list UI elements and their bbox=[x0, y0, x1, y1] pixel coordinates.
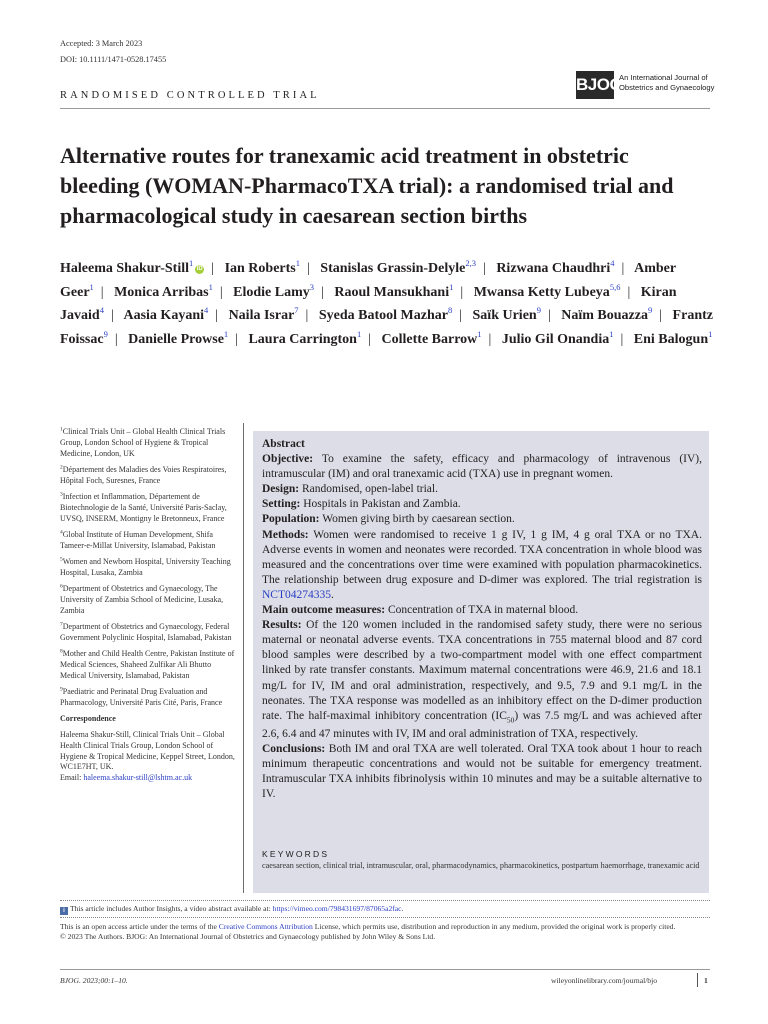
author-affiliation-ref: 1 bbox=[89, 281, 94, 292]
video-abstract-link[interactable]: https://vimeo.com/798431697/87065a2fac bbox=[272, 904, 402, 913]
orcid-icon[interactable]: iD bbox=[196, 266, 203, 272]
author-affiliation-ref: 1 bbox=[356, 328, 362, 339]
author-separator: | bbox=[459, 308, 463, 323]
conclusions-label: Conclusions: bbox=[262, 743, 326, 756]
author-separator: | bbox=[627, 284, 631, 300]
correspondence-heading: Correspondence bbox=[60, 713, 116, 723]
author-affiliation-ref: 1 bbox=[295, 258, 300, 268]
affiliation-item bbox=[60, 687, 236, 709]
results-subscript: 50 bbox=[506, 714, 515, 724]
affiliation-item bbox=[60, 622, 236, 644]
author-name[interactable]: Naila Israr bbox=[228, 308, 295, 323]
copyright-text: © 2023 The Authors. BJOG: An International Journal of Obstetrics and Gynaecology published by John Wiley & Sons Ltd. bbox=[60, 932, 436, 942]
journal-logo-mark: BJOG bbox=[576, 71, 614, 99]
author-separator: | bbox=[219, 284, 223, 300]
author-name[interactable]: Rizwana Chaudhri bbox=[496, 261, 611, 276]
footer-citation: BJOG. 2023;00:1–10. bbox=[60, 976, 128, 985]
author-affiliation-ref: 8 bbox=[447, 305, 453, 315]
results-label: Results: bbox=[262, 619, 302, 632]
license-text-b: License, which permits use, distribution and reproduction in any medium, provided the original work is properly cited. bbox=[312, 922, 676, 931]
keywords-heading: KEYWORDS bbox=[262, 849, 330, 859]
author-name[interactable]: Naïm Bouazza bbox=[561, 308, 648, 323]
affiliations bbox=[60, 427, 236, 784]
author-name[interactable]: Syeda Batool Mazhar bbox=[318, 308, 448, 323]
author-affiliation-ref: 5,6 bbox=[609, 281, 621, 292]
author-name[interactable]: Kiran Javaid bbox=[60, 284, 677, 323]
author-separator: | bbox=[306, 261, 310, 276]
author-name[interactable]: Frantz Foissac bbox=[60, 308, 713, 347]
affiliation-number: 7 bbox=[60, 621, 63, 628]
affiliation-item bbox=[60, 530, 236, 552]
author-separator: | bbox=[321, 284, 324, 300]
author-name[interactable]: Ian Roberts bbox=[224, 261, 296, 276]
author-name[interactable]: Mwansa Ketty Lubeya bbox=[473, 284, 610, 300]
design-label: Design: bbox=[262, 483, 300, 496]
methods-end: . bbox=[331, 588, 334, 601]
article-type-label: RANDOMISED CONTROLLED TRIAL bbox=[60, 90, 320, 101]
keywords-text: caesarean section, clinical trial, intramuscular, oral, pharmacodynamics, pharmacokinetics, postpartum haemorrhage, tranexamic acid bbox=[262, 861, 700, 870]
author-affiliation-ref: 2,3 bbox=[465, 258, 476, 268]
affiliation-number: 4 bbox=[60, 529, 63, 536]
author-separator: | bbox=[368, 331, 372, 347]
email-label: Email: bbox=[60, 773, 84, 783]
affiliation-item bbox=[60, 465, 236, 487]
author-list bbox=[60, 257, 720, 351]
author-affiliation-ref: 1 bbox=[208, 281, 213, 292]
affiliation-item bbox=[60, 492, 236, 525]
license-note bbox=[60, 922, 710, 943]
author-separator: | bbox=[460, 284, 464, 300]
author-affiliation-ref: 4 bbox=[99, 305, 104, 315]
author-affiliation-ref: 4 bbox=[204, 305, 209, 315]
author-affiliation-ref: 7 bbox=[294, 305, 299, 315]
setting-label: Setting: bbox=[262, 498, 301, 511]
footer-journal-url[interactable]: wileyonlinelibrary.com/journal/bjo bbox=[551, 976, 658, 985]
affiliation-number: 9 bbox=[60, 685, 63, 692]
abstract bbox=[262, 437, 702, 803]
author-name[interactable]: Elodie Lamy bbox=[233, 284, 310, 300]
affiliation-text: Global Institute of Human Development, Shifa Tameer-e-Millat University, Islamabad, Pakistan bbox=[60, 529, 216, 550]
license-text-a: This is an open access article under the terms of the bbox=[60, 922, 219, 931]
author-separator: | bbox=[100, 284, 104, 300]
author-name[interactable]: Amber Geer bbox=[60, 261, 676, 300]
author-separator: | bbox=[114, 331, 118, 347]
column-divider bbox=[243, 423, 244, 893]
insights-end: . bbox=[401, 904, 404, 913]
affiliation-item bbox=[60, 427, 236, 460]
affiliation-text: Mother and Child Health Centre, Pakistan Institute of Medical Sciences, Shaheed Zulfikar Ali Bhutto Medical University, Islamabad, Pakistan bbox=[60, 648, 235, 680]
author-separator: | bbox=[211, 261, 215, 276]
population-text: Women giving birth by caesarean section. bbox=[322, 513, 515, 526]
author-affiliation-ref: 9 bbox=[536, 305, 541, 315]
author-insights-note bbox=[60, 904, 403, 915]
objective-text: To examine the safety, efficacy and pharmacology of intravenous (IV), intramuscular (IM) and oral tranexamic acid (TXA) use in pregnant women. bbox=[262, 453, 703, 481]
objective-label: Objective: bbox=[262, 453, 314, 466]
abstract-heading: Abstract bbox=[262, 438, 305, 450]
affiliation-text: Department of Obstetrics and Gynaecology, The University of Zambia School of Medicine, Lusaka, Zambia bbox=[60, 583, 224, 615]
notes-divider-bottom bbox=[60, 917, 710, 918]
author-name[interactable]: Stanislas Grassin-Delyle bbox=[320, 261, 466, 276]
footer-separator bbox=[697, 973, 698, 987]
author-affiliation-ref: 1 bbox=[449, 281, 454, 292]
author-separator: | bbox=[659, 308, 663, 323]
results-text-a: Of the 120 women included in the randomised safety study, there were no serious maternal or neonatal adverse events. TXA concentrations in 755 maternal blood and 87 cord blood samples were described by a two-compartment model with one effect compartment linked by rate transfer constants. Maximum maternal concentrations were 46.9, 21.6 and 18.1 mg/L for IV, IM and oral administration, respectively, and 9.5, 7.9 and 9.1 mg/L in the neonates. The TXA response was modelled as an inhibitory effect on the D-dimer production rate. The half-maximal inhibitory concentration (IC bbox=[262, 619, 702, 722]
author-separator: | bbox=[547, 308, 551, 323]
author-affiliation-ref: 9 bbox=[103, 328, 108, 339]
article-title: Alternative routes for tranexamic acid treatment in obstetric bleeding (WOMAN-PharmacoTXA trial): a randomised trial and pharmacological study in caesarean section births bbox=[60, 143, 674, 228]
author-name[interactable]: Aasia Kayani bbox=[123, 308, 204, 323]
author-affiliation-ref: 1 bbox=[477, 328, 482, 339]
author-separator: | bbox=[235, 331, 238, 347]
author-affiliation-ref: 1 bbox=[223, 328, 229, 339]
affiliation-text: Paediatric and Perinatal Drug Evaluation and Pharmacology, Université Paris Cité, Paris, France bbox=[60, 686, 223, 707]
affiliation-item bbox=[60, 557, 236, 579]
page-number: 1 bbox=[704, 976, 708, 985]
author-name[interactable]: Julio Gil Onandia bbox=[501, 331, 610, 347]
methods-label: Methods: bbox=[262, 528, 309, 541]
author-separator: | bbox=[110, 308, 114, 323]
journal-logo[interactable] bbox=[576, 71, 716, 99]
methods-text: Women were randomised to receive 1 g IV, 1 g IM, 4 g oral TXA or no TXA. Adverse events in women and neonates were recorded. TXA concentration in whole blood was measured and the concentrations over time were examined with population pharmacokinetics. The relationship between drug exposure and D-dimer was explored. The trial registration is bbox=[262, 528, 702, 586]
author-name[interactable]: Haleema Shakur-Still bbox=[60, 261, 189, 276]
setting-text: Hospitals in Pakistan and Zambia. bbox=[303, 498, 461, 511]
author-affiliation-ref: 1 bbox=[189, 258, 194, 268]
author-separator: | bbox=[620, 331, 624, 347]
insights-text: This article includes Author Insights, a video abstract available at: bbox=[70, 904, 273, 913]
author-affiliation-ref: 1 bbox=[609, 328, 614, 339]
creative-commons-link[interactable]: Creative Commons Attribution bbox=[218, 922, 313, 931]
footer-divider bbox=[60, 969, 710, 970]
author-name[interactable]: Raoul Mansukhani bbox=[334, 284, 450, 300]
accepted-date: Accepted: 3 March 2023 bbox=[60, 39, 143, 48]
author-name[interactable]: Saïk Urien bbox=[472, 308, 537, 323]
affiliation-number: 2 bbox=[60, 464, 63, 471]
author-name[interactable]: Collette Barrow bbox=[381, 331, 478, 347]
results-text-b: ) was 7.5 mg/L and was achieved after 2.6, 6.4 and 47 minutes with IV, IM and oral administration of TXA, respectively. bbox=[262, 709, 702, 741]
correspondence-text: Haleema Shakur-Still, Clinical Trials Unit – Global Health Clinical Trials Group, London School of Hygiene & Tropical Medicine, Keppel Street, London, WC1E7HT, UK. bbox=[60, 729, 235, 772]
header-divider bbox=[60, 108, 710, 109]
affiliation-text: Infection et Inflammation, Département de Biotechnologie de la Santé, Université Paris-Saclay, UVSQ, INSERM, Montigny le Bretonneux, France bbox=[60, 491, 227, 523]
outcome-label: Main outcome measures: bbox=[262, 604, 386, 617]
affiliation-number: 1 bbox=[60, 426, 63, 433]
author-separator: | bbox=[488, 331, 492, 347]
author-name[interactable]: Eni Balogun bbox=[633, 331, 709, 347]
outcome-text: Concentration of TXA in maternal blood. bbox=[387, 604, 579, 617]
author-affiliation-ref: 3 bbox=[309, 281, 315, 292]
trial-registration-link[interactable]: NCT04274335 bbox=[262, 588, 331, 601]
population-label: Population: bbox=[262, 513, 320, 526]
author-separator: | bbox=[305, 308, 309, 323]
journal-logo-subtitle: An International Journal of Obstetrics and Gynaecology bbox=[619, 73, 715, 92]
design-text: Randomised, open-label trial. bbox=[301, 483, 438, 496]
affiliation-text: Département des Maladies des Voies Respiratoires, Hôpital Foch, Suresnes, France bbox=[60, 464, 227, 485]
info-icon: i bbox=[60, 907, 68, 915]
affiliation-number: 5 bbox=[60, 556, 63, 563]
correspondence-email-link[interactable]: haleema.shakur-still@lshtm.ac.uk bbox=[83, 773, 193, 783]
notes-divider-top bbox=[60, 900, 710, 901]
affiliation-text: Department of Obstetrics and Gynaecology, Federal Government Polyclinic Hospital, Islamabad, Pakistan bbox=[60, 621, 232, 642]
author-affiliation-ref: 4 bbox=[610, 258, 615, 268]
author-affiliation-ref: 9 bbox=[647, 305, 653, 315]
author-separator: | bbox=[621, 261, 625, 276]
affiliation-item bbox=[60, 649, 236, 682]
affiliation-text: Clinical Trials Unit – Global Health Clinical Trials Group, London School of Hygiene & Tropical Medicine, London, UK bbox=[60, 427, 226, 458]
author-affiliation-ref: 1 bbox=[708, 328, 713, 339]
author-separator: | bbox=[215, 308, 219, 323]
author-name[interactable]: Danielle Prowse bbox=[128, 331, 224, 347]
affiliation-number: 6 bbox=[60, 583, 63, 590]
affiliation-number: 3 bbox=[60, 491, 63, 498]
doi: DOI: 10.1111/1471-0528.17455 bbox=[60, 55, 167, 64]
author-name[interactable]: Laura Carrington bbox=[248, 331, 357, 347]
conclusions-text: Both IM and oral TXA are well tolerated. Oral TXA took about 1 hour to reach minimum therapeutic concentrations and would not be suitable for emergency treatment. Intramuscular TXA inhibits fibrinolysis within 10 minutes and may be a suitable alternative to IV. bbox=[262, 743, 702, 801]
author-name[interactable]: Monica Arribas bbox=[114, 284, 209, 300]
affiliation-item bbox=[60, 584, 236, 617]
author-separator: | bbox=[483, 261, 486, 276]
affiliation-number: 8 bbox=[60, 648, 63, 655]
affiliation-text: Women and Newborn Hospital, University Teaching Hospital, Lusaka, Zambia bbox=[60, 556, 231, 577]
